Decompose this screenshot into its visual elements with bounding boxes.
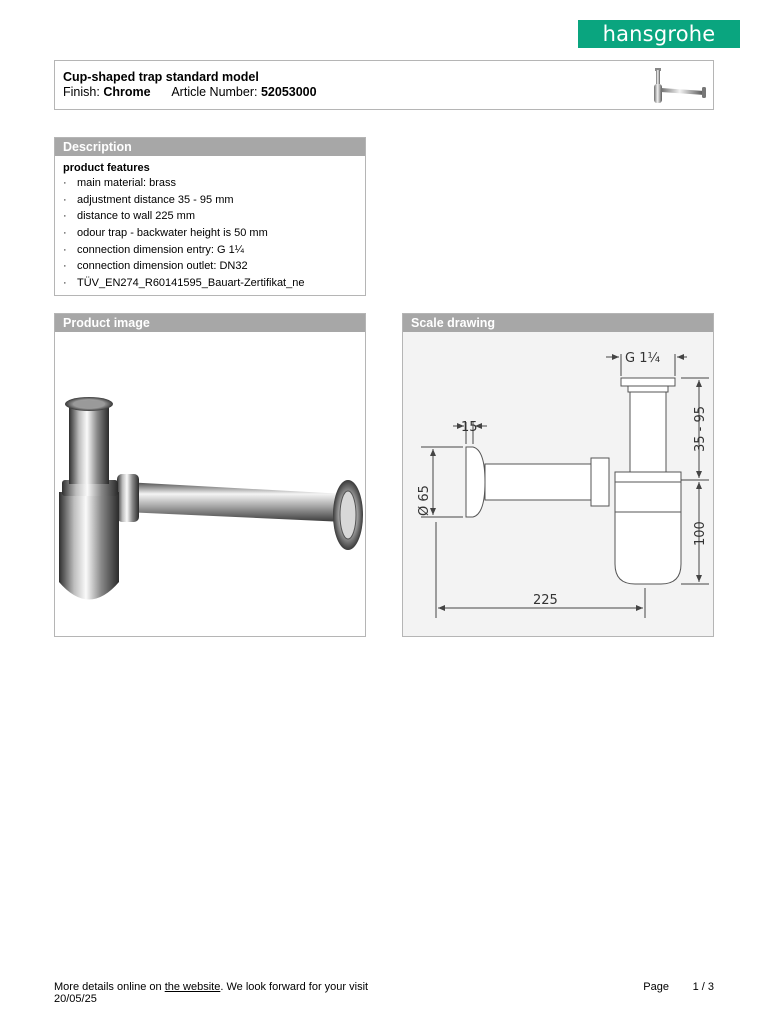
footer-date: 20/05/25: [54, 993, 97, 1005]
hansgrohe-logo: hansgrohe: [578, 20, 740, 48]
article-label: Article Number:: [171, 85, 258, 99]
product-thumbnail-image: [649, 65, 709, 107]
product-title: Cup-shaped trap standard model: [63, 70, 259, 84]
product-image-heading: Product image: [55, 314, 365, 332]
product-meta: [63, 85, 317, 99]
dim-diameter-label: Ø 65: [417, 485, 432, 516]
page-label: Page: [643, 981, 669, 993]
dim-adjust-label: 35 - 95: [693, 405, 708, 452]
dim-length-label: 225: [533, 593, 558, 608]
feature-item: · connection dimension entry: G 1¼: [63, 243, 244, 256]
product-photo: [55, 332, 365, 636]
dim-entry-label: G 1¼: [625, 351, 661, 366]
feature-item: · odour trap - backwater height is 50 mm: [63, 227, 268, 240]
website-link[interactable]: the website: [164, 981, 221, 993]
dim-flange-label: 15: [461, 420, 478, 435]
product-header: [54, 60, 714, 110]
footer: [54, 981, 714, 1005]
feature-item: · adjustment distance 35 - 95 mm: [63, 193, 234, 206]
description-heading: Description: [55, 138, 365, 156]
article-number: 52053000: [260, 85, 317, 99]
dim-height-label: 100: [693, 521, 708, 546]
scale-drawing-heading: Scale drawing: [403, 314, 713, 332]
description-panel: [54, 137, 366, 296]
finish-value: Chrome: [103, 85, 151, 99]
feature-item: · main material: brass: [63, 177, 177, 189]
footer-note: More details online on the website. We look forward for your visit: [54, 981, 369, 993]
scale-drawing-panel: [402, 313, 714, 637]
feature-item: · distance to wall 225 mm: [63, 210, 195, 223]
finish-label: Finish:: [63, 85, 100, 99]
scale-drawing: [403, 332, 713, 636]
product-image-panel: [54, 313, 366, 637]
feature-item: · TÜV_EN274_R60141595_Bauart-Zertifikat_ne: [63, 277, 305, 290]
feature-item: · connection dimension outlet: DN32: [63, 260, 248, 273]
page-number: 1 / 3: [692, 981, 714, 993]
features-title: product features: [63, 162, 150, 174]
